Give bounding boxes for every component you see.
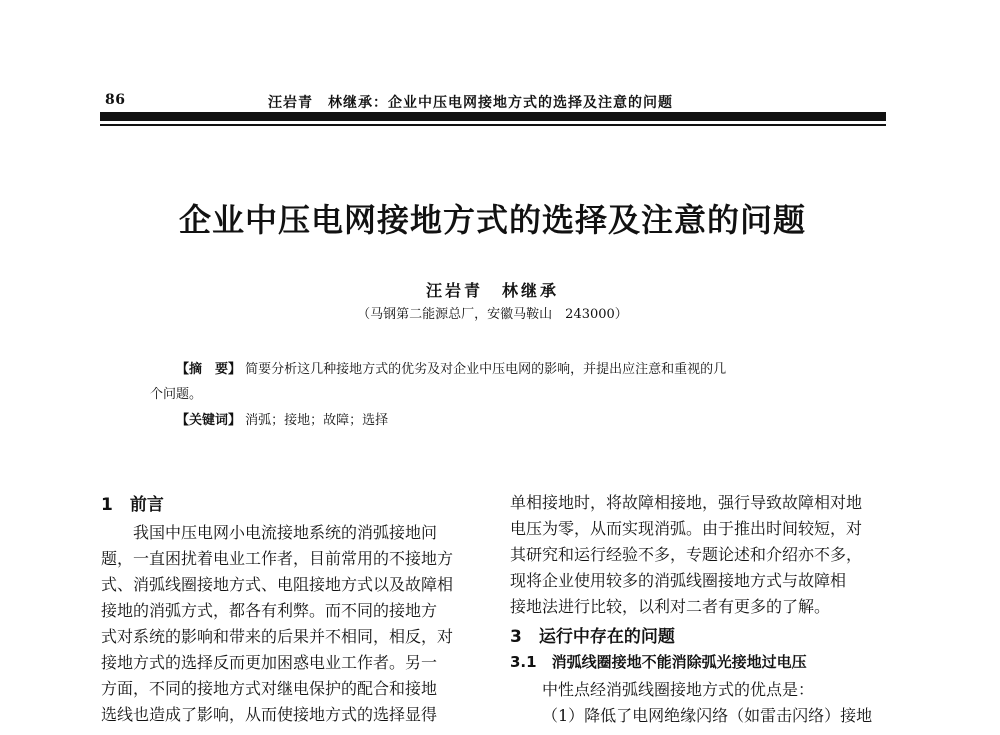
section-heading-1: 1 前言	[101, 495, 164, 515]
body-line: 题，一直困扰着电业工作者，目前常用的不接地方	[101, 549, 454, 568]
body-line: 现将企业使用较多的消弧线圈接地方式与故障相	[510, 571, 847, 590]
page-number: 86	[105, 92, 126, 108]
body-line: 方面，不同的接地方式对继电保护的配合和接地	[101, 679, 438, 698]
body-line: 接地的消弧方式，都各有利弊。而不同的接地方	[101, 601, 438, 620]
keywords-label: 【关键词】	[176, 413, 242, 428]
body-line: 接地方式的选择反而更加困惑电业工作者。另一	[101, 653, 438, 672]
affiliation: （马钢第二能源总厂，安徽马鞍山 243000）	[357, 307, 628, 322]
header-rule-thin	[100, 124, 886, 126]
body-line: 电压为零，从而实现消弧。由于推出时间较短，对	[510, 519, 863, 538]
body-line: 接地法进行比较，以利对二者有更多的了解。	[510, 597, 831, 616]
abstract	[176, 358, 726, 377]
keywords-text: 消弧；接地；故障；选择	[245, 413, 389, 428]
body-line: 式、消弧线圈接地方式、电阻接地方式以及故障相	[101, 575, 454, 594]
authors: 汪岩青 林继承	[425, 281, 559, 300]
body-line: 中性点经消弧线圈接地方式的优点是：	[542, 680, 815, 699]
body-line: 单相接地时，将故障相接地，强行导致故障相对地	[510, 493, 863, 512]
keywords	[176, 409, 388, 428]
article-title: 企业中压电网接地方式的选择及注意的问题	[178, 201, 806, 239]
abstract-text-line2: 个问题。	[150, 387, 203, 402]
body-line: 其研究和运行经验不多，专题论述和介绍亦不多，	[510, 545, 863, 564]
body-line: （1）降低了电网绝缘闪络（如雷击闪络）接地	[542, 706, 873, 725]
header-rule-thick	[100, 112, 886, 121]
body-line: 我国中压电网小电流接地系统的消弧接地问	[133, 523, 438, 542]
abstract-label: 【摘 要】	[176, 362, 242, 377]
abstract-text-line1: 简要分析这几种接地方式的优劣及对企业中压电网的影响，并提出应注意和重视的几	[245, 362, 727, 377]
body-line: 式对系统的影响和带来的后果并不相同，相反，对	[101, 627, 454, 646]
running-title: 汪岩青 林继承：企业中压电网接地方式的选择及注意的问题	[268, 95, 673, 111]
subsection-heading-3-1: 3.1 消弧线圈接地不能消除弧光接地过电压	[510, 653, 807, 671]
body-line: 选线也造成了影响，从而使接地方式的选择显得	[101, 705, 438, 724]
section-heading-3: 3 运行中存在的问题	[510, 627, 675, 647]
